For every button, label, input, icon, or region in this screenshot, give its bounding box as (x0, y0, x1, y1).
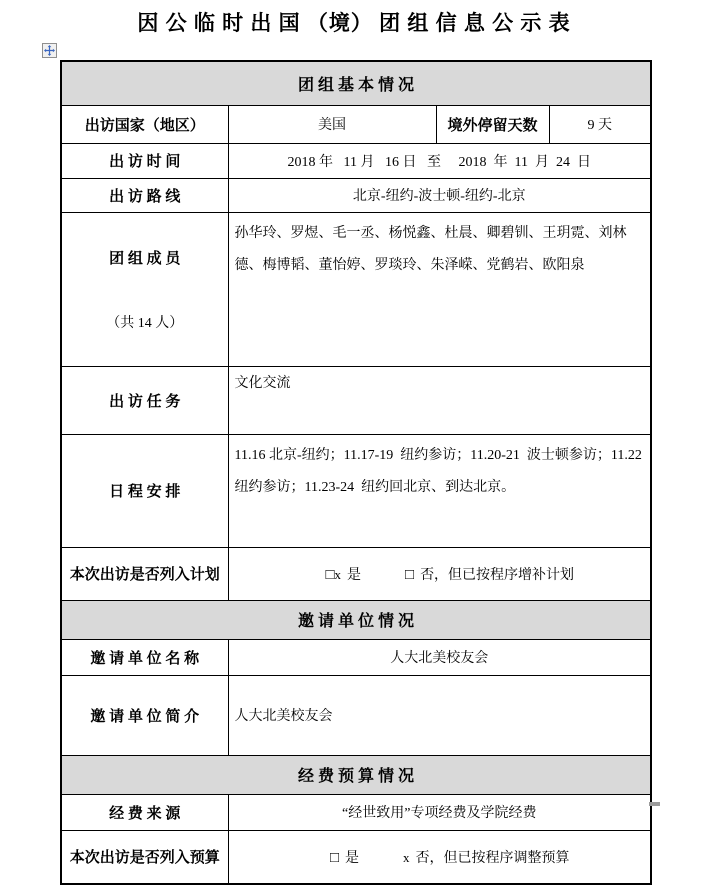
in-budget-value (228, 830, 651, 884)
move-arrows-icon (44, 45, 55, 56)
invite-intro-label: 邀 请 单 位 简 介 (61, 675, 228, 755)
budget-yes-text: 是 (345, 850, 360, 866)
members-value: 孙华玲、罗煜、毛一丞、杨悦鑫、杜晨、卿碧钏、王玥霓、刘林德、梅博韬、董怡婷、罗琰玲、朱泽嵘、党鹤岩、欧阳泉 (228, 212, 651, 366)
section-header-budget: 经 费 预 算 情 况 (61, 755, 651, 794)
page-title: 因 公 临 时 出 国 （境） 团 组 信 息 公 示 表 (137, 11, 571, 35)
task-label: 出 访 任 务 (61, 366, 228, 434)
budget-yes-option (330, 847, 359, 867)
members-label-cell (61, 212, 228, 366)
time-value: 2018 年 11 月 16 日 至 2018 年 11 月 24 日 (228, 143, 651, 178)
route-value: 北京-纽约-波士顿-纽约-北京 (228, 178, 651, 212)
fund-source-value: “经世致用”专项经费及学院经费 (228, 794, 651, 830)
country-value: 美国 (228, 105, 436, 143)
budget-no-text: 否，但已按程序调整预算 (415, 850, 570, 866)
plan-yes-checkbox[interactable]: □ (325, 566, 335, 583)
info-table (60, 60, 652, 885)
fund-source-label: 经 费 来 源 (61, 794, 228, 830)
schedule-value: 11.16 北京-纽约；11.17-19 纽约参访；11.20-21 波士顿参访；11.22 纽约参访；11.23-24 纽约回北京、到达北京。 (228, 434, 651, 547)
in-plan-label: 本次出访是否列入计划 (61, 547, 228, 600)
task-value: 文化交流 (228, 366, 651, 434)
invite-name-value: 人大北美校友会 (228, 639, 651, 675)
time-label: 出 访 时 间 (61, 143, 228, 178)
in-budget-label: 本次出访是否列入预算 (61, 830, 228, 884)
table-move-handle[interactable] (42, 43, 57, 58)
budget-yes-checkbox[interactable]: □ (329, 849, 340, 866)
invite-name-label: 邀 请 单 位 名 称 (61, 639, 228, 675)
country-label: 出访国家（地区） (61, 105, 228, 143)
budget-no-mark: x (403, 849, 410, 865)
route-label: 出 访 路 线 (61, 178, 228, 212)
stay-days-label: 境外停留天数 (436, 105, 549, 143)
budget-no-option (403, 847, 570, 867)
in-plan-value (228, 547, 651, 600)
schedule-label: 日 程 安 排 (61, 434, 228, 547)
invite-intro-value: 人大北美校友会 (228, 675, 651, 755)
plan-yes-mark: x (334, 566, 341, 582)
plan-no-option (405, 564, 574, 584)
plan-no-text: 否，但已按程序增补计划 (420, 567, 575, 583)
stay-days-value: 9 天 (549, 105, 651, 143)
members-label: 团 组 成 员 (109, 250, 181, 267)
table-resize-handle[interactable] (649, 802, 660, 806)
section-header-basic: 团 组 基 本 情 况 (61, 61, 651, 105)
members-count: （共 14 人） (106, 315, 184, 331)
section-header-invite: 邀 请 单 位 情 况 (61, 600, 651, 639)
plan-yes-option (325, 564, 361, 584)
plan-yes-text: 是 (347, 567, 361, 583)
plan-no-checkbox[interactable]: □ (405, 566, 415, 583)
